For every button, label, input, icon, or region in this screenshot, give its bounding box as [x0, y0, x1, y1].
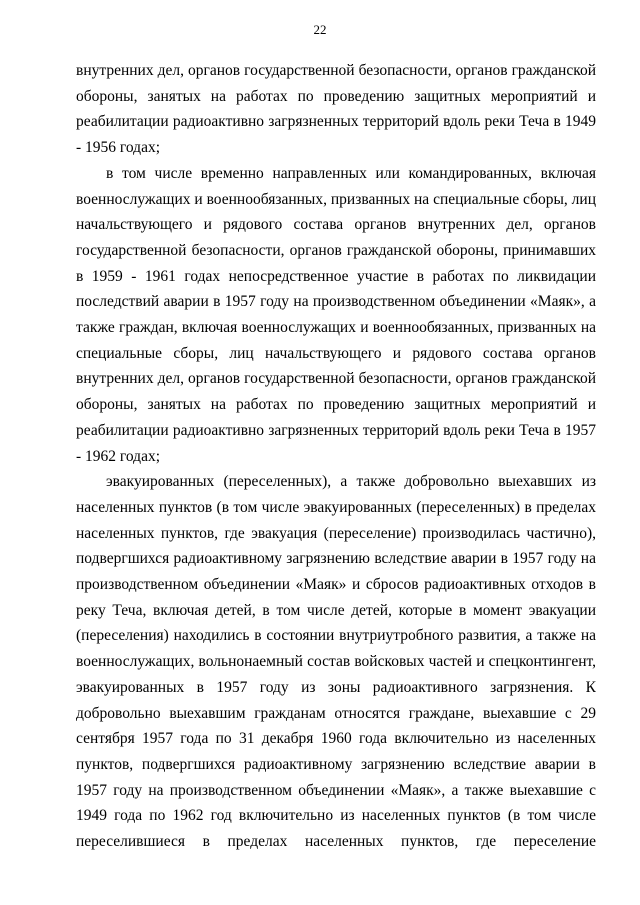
paragraph-evacuated: эвакуированных (переселенных), а также добровольно выехавших из населенных пунктов (в том числе эвакуированных (переселенных) в пределах населенных пунктов, где эвакуация (переселение) производилась частично), подвергшихся радиоактивному загрязнению вследствие аварии в 1957 году на производственном объединении «Маяк» и сбросов радиоактивных отходов в реку Теча, включая детей, в том числе детей, которые в момент эвакуации (переселения) находились в состоянии внутриутробного развития, а также на военнослужащих, вольнонаемный состав войсковых частей и спецконтингент, эвакуированных в 1957 году из зоны радиоактивного загрязнения. К добровольно выехавшим гражданам относятся граждане, выехавшие с 29 сентября 1957 года по 31 декабря 1960 года включительно из населенных пунктов, подвергшихся радиоактивному загрязнению вследствие аварии в 1957 году на производственном объединении «Маяк», а также выехавшие с 1949 года по 1962 год включительно из населенных пунктов (в том числе переселившиеся в пределах населенных пунктов, где переселение	[76, 473, 596, 851]
paragraph-continuation: внутренних дел, органов государственной безопасности, органов гражданской обороны, занятых на работах по проведению защитных мероприятий и реабилитации радиоактивно загрязненных территорий вдоль реки Теча в 1949 - 1956 годах;	[76, 62, 596, 157]
paragraph-temporarily-assigned: в том числе временно направленных или командированных, включая военнослужащих и военнообязанных, призванных на специальные сборы, лиц начальствующего и рядового состава органов внутренних дел, органов государственной безопасности, органов гражданской обороны, принимавших в 1959 - 1961 годах непосредственное участие в работах по ликвидации последствий аварии в 1957 году на производственном объединении «Маяк», а также граждан, включая военнослужащих и военнообязанных, призванных на специальные сборы, лиц начальствующего и рядового состава органов внутренних дел, органов государственной безопасности, органов гражданской обороны, занятых на работах по проведению защитных мероприятий и реабилитации радиоактивно загрязненных территорий вдоль реки Теча в 1957 - 1962 годах;	[76, 164, 596, 465]
page-number: 22	[313, 22, 327, 37]
document-body	[76, 58, 596, 855]
